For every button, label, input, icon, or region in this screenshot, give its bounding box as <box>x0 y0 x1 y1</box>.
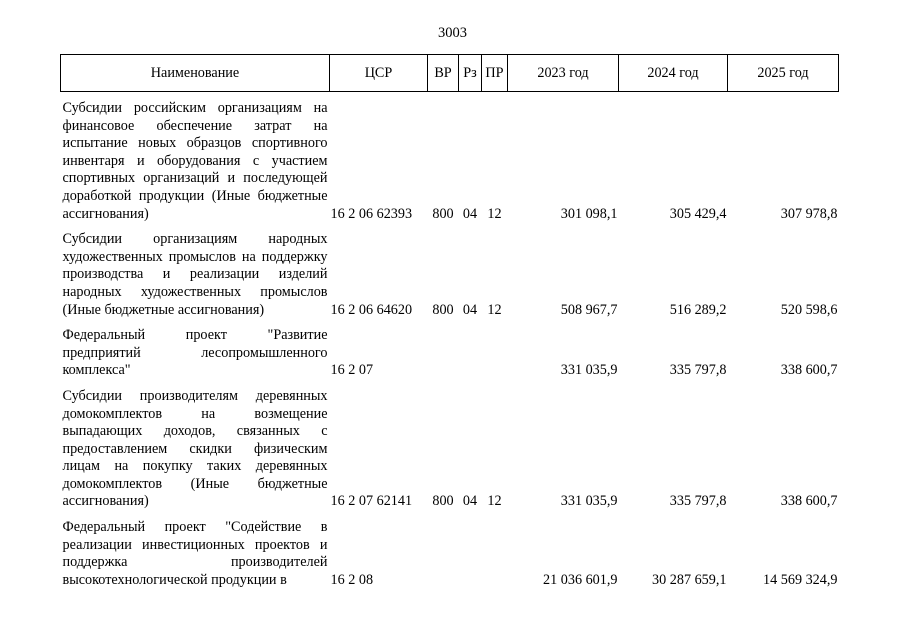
row-2023: 331 035,9 <box>560 493 618 510</box>
row-vr <box>428 327 459 380</box>
row-csr: 16 2 07 <box>330 362 374 379</box>
row-2024: 30 287 659,1 <box>652 571 727 588</box>
row-rz <box>459 519 482 589</box>
row-2025: 307 978,8 <box>780 205 838 222</box>
row-pr: 12 <box>487 493 502 510</box>
row-pr <box>482 519 508 589</box>
row-rz: 04 <box>462 301 478 318</box>
table-row <box>61 519 839 589</box>
table-row <box>61 231 839 319</box>
row-csr: 16 2 06 62393 <box>330 205 413 222</box>
row-2025: 520 598,6 <box>780 301 838 318</box>
row-name: Субсидии организациям народных художественных промыслов на поддержку производства и реализации изделий народных художественных промыслов (Иные бюджетные ассигнования) <box>62 231 328 318</box>
row-vr: 800 <box>432 205 454 222</box>
row-2024: 335 797,8 <box>669 493 727 510</box>
row-2025: 338 600,7 <box>780 493 838 510</box>
row-name: Федеральный проект "Содействие в реализации инвестиционных проектов и поддержка производителей высокотехнологической продукции в <box>62 519 328 588</box>
table-row <box>61 100 839 223</box>
row-2023: 21 036 601,9 <box>543 571 618 588</box>
row-vr <box>428 519 459 589</box>
row-2024: 305 429,4 <box>669 205 727 222</box>
row-rz: 04 <box>462 205 478 222</box>
table-row <box>61 388 839 511</box>
row-2023: 331 035,9 <box>560 362 618 379</box>
table-row <box>61 327 839 380</box>
header-row <box>61 55 839 92</box>
header-vr: ВР <box>428 55 459 92</box>
row-rz: 04 <box>462 493 478 510</box>
row-pr: 12 <box>487 205 502 222</box>
header-2023: 2023 год <box>508 55 619 92</box>
row-2025: 338 600,7 <box>780 362 838 379</box>
row-2023: 508 967,7 <box>560 301 618 318</box>
row-vr: 800 <box>432 493 454 510</box>
row-csr: 16 2 07 62141 <box>330 493 413 510</box>
row-csr: 16 2 08 <box>330 571 374 588</box>
header-name: Наименование <box>61 55 330 92</box>
page-number: 3003 <box>438 25 467 41</box>
header-pr: ПР <box>482 55 508 92</box>
row-2023: 301 098,1 <box>560 205 618 222</box>
header-2024: 2024 год <box>619 55 728 92</box>
row-name: Субсидии российским организациям на финансовое обеспечение затрат на испытание новых образцов спортивного инвентаря и оборудования с участием спортивных организаций и последующей доработкой продукции (Иные бюджетные ассигнования) <box>62 100 328 222</box>
row-2024: 516 289,2 <box>669 301 727 318</box>
row-name: Субсидии производителям деревянных домокомплектов на возмещение выпадающих доходов, связанных с предоставлением скидки физическим лицам на покупку таких деревянных домокомплектов (Иные бюджетные ассигнования) <box>62 387 328 510</box>
header-csr: ЦСР <box>330 55 428 92</box>
row-pr: 12 <box>487 301 502 318</box>
budget-table <box>60 54 839 589</box>
row-2025: 14 569 324,9 <box>763 571 838 588</box>
row-pr <box>482 327 508 380</box>
row-rz <box>459 327 482 380</box>
row-name: Федеральный проект "Развитие предприятий лесопромышленного комплекса" <box>62 327 328 379</box>
row-2024: 335 797,8 <box>669 362 727 379</box>
header-2025: 2025 год <box>728 55 839 92</box>
header-rz: Рз <box>459 55 482 92</box>
row-vr: 800 <box>432 301 454 318</box>
row-csr: 16 2 06 64620 <box>330 301 413 318</box>
